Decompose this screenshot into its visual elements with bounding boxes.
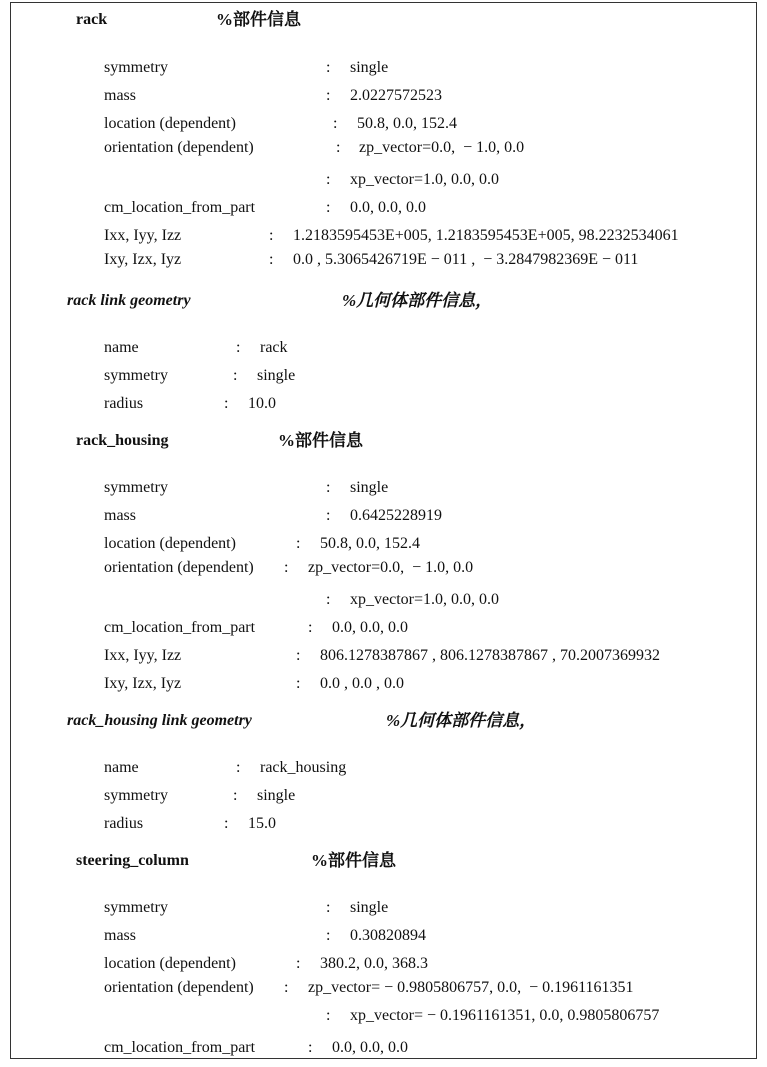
field-value: 1.2183595453E+005, 1.2183595453E+005, 98.2232534061 — [293, 227, 679, 244]
field-key: name — [104, 759, 139, 776]
section-comment: %几何体部件信息， — [386, 711, 537, 730]
field-key: orientation (dependent) — [104, 139, 254, 156]
field-value: single — [257, 787, 296, 804]
section-heading: steering_column — [76, 852, 189, 869]
field-sep: : — [296, 647, 301, 664]
field-value: zp_vector= − 0.9805806757, 0.0, − 0.1961161351 — [308, 979, 634, 996]
field-sep: : — [236, 759, 241, 776]
field-sep: : — [326, 927, 331, 944]
field-key: orientation (dependent) — [104, 559, 254, 576]
field-sep: : — [296, 675, 301, 692]
section-heading: rack_housing — [76, 432, 169, 449]
field-sep: : — [308, 1039, 313, 1056]
field-key: symmetry — [104, 367, 168, 384]
section-heading: rack link geometry — [67, 292, 191, 309]
field-value: 0.0, 0.0, 0.0 — [332, 1039, 408, 1056]
section-comment: %部件信息 — [216, 10, 301, 29]
field-sep: : — [224, 815, 229, 832]
field-sep: : — [308, 619, 313, 636]
field-key: Ixy, Izx, Iyz — [104, 251, 182, 268]
field-value: xp_vector= − 0.1961161351, 0.0, 0.9805806757 — [350, 1007, 660, 1024]
field-sep: : — [326, 899, 331, 916]
field-sep: : — [326, 1007, 331, 1024]
field-key: location (dependent) — [104, 955, 236, 972]
field-key: name — [104, 339, 139, 356]
field-sep: : — [233, 367, 238, 384]
field-value: zp_vector=0.0, − 1.0, 0.0 — [359, 139, 525, 156]
field-value: 10.0 — [248, 395, 276, 412]
field-key: location (dependent) — [104, 115, 236, 132]
field-sep: : — [224, 395, 229, 412]
field-key: mass — [104, 87, 136, 104]
field-value: rack_housing — [260, 759, 347, 776]
field-sep: : — [336, 139, 341, 156]
field-value: single — [257, 367, 296, 384]
field-sep: : — [296, 535, 301, 552]
field-value: single — [350, 59, 389, 76]
field-key: mass — [104, 507, 136, 524]
field-sep: : — [284, 979, 289, 996]
section-comment: %部件信息 — [278, 431, 363, 450]
field-value: 15.0 — [248, 815, 276, 832]
field-value: xp_vector=1.0, 0.0, 0.0 — [350, 171, 499, 188]
field-sep: : — [326, 59, 331, 76]
field-key: mass — [104, 927, 136, 944]
field-value: 806.1278387867 , 806.1278387867 , 70.2007369932 — [320, 647, 660, 664]
field-key: radius — [104, 815, 144, 832]
field-key: cm_location_from_part — [104, 619, 256, 636]
field-value: rack — [260, 339, 288, 356]
field-value: 50.8, 0.0, 152.4 — [357, 115, 457, 132]
field-key: symmetry — [104, 899, 168, 916]
field-key: orientation (dependent) — [104, 979, 254, 996]
field-sep: : — [326, 199, 331, 216]
field-value: 0.0, 0.0, 0.0 — [350, 199, 426, 216]
field-value: 0.0 , 5.3065426719E − 011 , − 3.2847982369E − 011 — [293, 251, 639, 268]
field-sep: : — [296, 955, 301, 972]
field-key: cm_location_from_part — [104, 199, 256, 216]
section-comment: %部件信息 — [311, 851, 396, 870]
field-sep: : — [269, 227, 274, 244]
field-key: symmetry — [104, 479, 168, 496]
section-heading: rack — [76, 11, 108, 28]
field-sep: : — [333, 115, 338, 132]
field-key: location (dependent) — [104, 535, 236, 552]
field-sep: : — [326, 591, 331, 608]
field-sep: : — [236, 339, 241, 356]
field-sep: : — [284, 559, 289, 576]
field-value: 0.6425228919 — [350, 507, 442, 524]
field-sep: : — [269, 251, 274, 268]
field-value: single — [350, 899, 389, 916]
field-key: Ixy, Izx, Iyz — [104, 675, 182, 692]
field-key: symmetry — [104, 787, 168, 804]
field-key: Ixx, Iyy, Izz — [104, 647, 182, 664]
field-sep: : — [233, 787, 238, 804]
field-value: 0.0 , 0.0 , 0.0 — [320, 675, 404, 692]
field-sep: : — [326, 507, 331, 524]
field-key: radius — [104, 395, 144, 412]
field-value: 2.0227572523 — [350, 87, 442, 104]
section-heading: rack_housing link geometry — [67, 712, 252, 729]
section-comment: %几何体部件信息， — [342, 291, 493, 310]
field-value: zp_vector=0.0, − 1.0, 0.0 — [308, 559, 474, 576]
field-sep: : — [326, 171, 331, 188]
field-key: cm_location_from_part — [104, 1039, 256, 1056]
field-sep: : — [326, 87, 331, 104]
field-sep: : — [326, 479, 331, 496]
field-value: 0.30820894 — [350, 927, 426, 944]
field-value: single — [350, 479, 389, 496]
field-value: xp_vector=1.0, 0.0, 0.0 — [350, 591, 499, 608]
field-value: 0.0, 0.0, 0.0 — [332, 619, 408, 636]
field-key: symmetry — [104, 59, 168, 76]
field-value: 380.2, 0.0, 368.3 — [320, 955, 428, 972]
field-value: 50.8, 0.0, 152.4 — [320, 535, 420, 552]
field-key: Ixx, Iyy, Izz — [104, 227, 182, 244]
